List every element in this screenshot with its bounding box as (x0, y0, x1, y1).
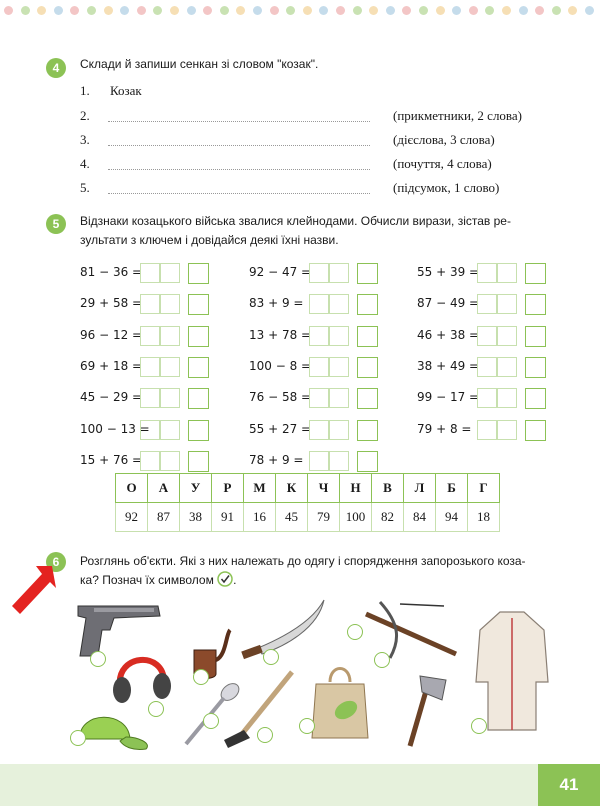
decorative-dot (436, 6, 445, 15)
expression: 81 − 36 = (80, 265, 143, 279)
expression: 46 + 38 = (417, 327, 480, 342)
task-5-instruction (80, 212, 511, 250)
answer-line[interactable] (108, 169, 370, 170)
key-number: 94 (436, 503, 468, 532)
answer-digit-box[interactable] (160, 388, 180, 408)
decorative-dot (519, 6, 528, 15)
sinkan-line-5[interactable] (80, 180, 550, 198)
task-6-instruction-line-2 (80, 571, 526, 590)
key-letter: В (372, 474, 404, 503)
decorative-dot (104, 6, 113, 15)
key-letters-row (116, 474, 500, 503)
key-letter: Н (340, 474, 372, 503)
expression: 99 − 17 = (417, 390, 480, 405)
key-numbers-row (116, 503, 500, 532)
expression: 96 − 12 = (80, 327, 143, 342)
answer-digit-box[interactable] (309, 420, 329, 440)
letter-answer-box[interactable] (357, 451, 378, 472)
letter-answer-box[interactable] (525, 420, 546, 441)
answer-digit-box[interactable] (477, 326, 497, 346)
top-decorative-dots (0, 6, 600, 20)
answer-digit-box[interactable] (140, 357, 160, 377)
decorative-dot (552, 6, 561, 15)
checkbox-crossbow-2[interactable] (374, 652, 390, 668)
key-letter: А (148, 474, 180, 503)
key-number: 38 (180, 503, 212, 532)
decorative-dot (187, 6, 196, 15)
letter-answer-box[interactable] (357, 420, 378, 441)
decorative-dot (203, 6, 212, 15)
answer-digit-box[interactable] (477, 294, 497, 314)
checkbox-cap[interactable] (70, 730, 86, 746)
sinkan-line-1 (80, 83, 550, 101)
decorative-dot (535, 6, 544, 15)
bottom-band (0, 764, 600, 806)
key-letter: У (180, 474, 212, 503)
line-hint: (підсумок, 1 слово) (393, 180, 500, 195)
sinkan-line-3[interactable] (80, 132, 550, 150)
task-6-instruction-line-2-text: ка? Познач їх символом (80, 573, 214, 587)
crossbow-icon (360, 600, 460, 660)
decorative-dot (137, 6, 146, 15)
key-number: 92 (116, 503, 148, 532)
answer-line[interactable] (108, 121, 370, 122)
decorative-dot (153, 6, 162, 15)
decorative-dot (87, 6, 96, 15)
answer-digit-box[interactable] (497, 263, 517, 283)
decorative-dot (70, 6, 79, 15)
task-5-badge: 5 (46, 214, 66, 234)
expression: 45 − 29 = (80, 390, 143, 405)
answer-key-table (115, 473, 500, 532)
letter-answer-box[interactable] (525, 294, 546, 315)
key-letter: М (244, 474, 276, 503)
answer-digit-box[interactable] (140, 263, 160, 283)
coat-icon (474, 610, 550, 734)
answer-digit-box[interactable] (477, 388, 497, 408)
shopping-bag-icon (310, 660, 370, 740)
sinkan-line-2[interactable] (80, 108, 550, 126)
checkbox-coat[interactable] (471, 718, 487, 734)
decorative-dot (270, 6, 279, 15)
answer-digit-box[interactable] (309, 326, 329, 346)
answer-digit-box[interactable] (477, 420, 497, 440)
decorative-dot (120, 6, 129, 15)
answer-digit-box[interactable] (160, 263, 180, 283)
page-number: 41 (538, 764, 600, 806)
key-number: 87 (148, 503, 180, 532)
answer-line[interactable] (108, 145, 370, 146)
line-hint: (почуття, 4 слова) (393, 156, 492, 171)
answer-line[interactable] (108, 193, 370, 194)
expression: 69 + 18 = (80, 358, 143, 373)
decorative-dot (369, 6, 378, 15)
decorative-dot (170, 6, 179, 15)
key-number: 82 (372, 503, 404, 532)
answer-digit-box[interactable] (329, 263, 349, 283)
answer-digit-box[interactable] (329, 420, 349, 440)
expression: 100 − 13 = (80, 421, 150, 436)
answer-digit-box[interactable] (309, 388, 329, 408)
sinkan-line-4[interactable] (80, 156, 550, 174)
task-6-badge: 6 (46, 552, 66, 572)
checkbox-spoon[interactable] (203, 713, 219, 729)
line-hint: (прикметники, 2 слова) (393, 108, 522, 123)
task-6-instruction-end: . (233, 573, 237, 587)
answer-digit-box[interactable] (140, 451, 160, 471)
headphones-icon (106, 646, 176, 706)
checkbox-bag[interactable] (299, 718, 315, 734)
key-number: 16 (244, 503, 276, 532)
checkbox-knife[interactable] (263, 649, 279, 665)
decorative-dot (236, 6, 245, 15)
key-letter: Л (404, 474, 436, 503)
decorative-dot (54, 6, 63, 15)
decorative-dot (37, 6, 46, 15)
expression: 55 + 27 = (249, 421, 312, 436)
expression: 55 + 39 = (417, 265, 480, 279)
line-number: 2. (80, 108, 90, 123)
decorative-dot (353, 6, 362, 15)
answer-digit-box[interactable] (140, 388, 160, 408)
decorative-dot (336, 6, 345, 15)
key-letter: Р (212, 474, 244, 503)
line-hint: (дієслова, 3 слова) (393, 132, 495, 147)
decorative-dot (286, 6, 295, 15)
key-letter: Г (468, 474, 500, 503)
expression: 79 + 8 = (417, 421, 472, 436)
expression: 100 − 8 = (249, 358, 312, 373)
answer-digit-box[interactable] (329, 451, 349, 471)
letter-answer-box[interactable] (357, 388, 378, 409)
letter-answer-box[interactable] (188, 263, 209, 284)
answer-digit-box[interactable] (160, 326, 180, 346)
answer-digit-box[interactable] (477, 357, 497, 377)
expression: 13 + 78 = (249, 327, 312, 342)
answer-digit-box[interactable] (329, 357, 349, 377)
key-number: 84 (404, 503, 436, 532)
answer-digit-box[interactable] (309, 263, 329, 283)
answer-digit-box[interactable] (160, 294, 180, 314)
letter-answer-box[interactable] (525, 326, 546, 347)
decorative-dot (419, 6, 428, 15)
checkbox-pistol[interactable] (90, 651, 106, 667)
expression: 76 − 58 = (249, 390, 312, 405)
check-circle-icon (217, 571, 233, 587)
answer-digit-box[interactable] (160, 357, 180, 377)
answer-digit-box[interactable] (140, 326, 160, 346)
decorative-dot (452, 6, 461, 15)
decorative-dot (469, 6, 478, 15)
expression: 78 + 9 = (249, 452, 304, 467)
task-5-instruction-line-2: зультати з ключем і довідайся деякі їхні назви. (80, 233, 339, 247)
letter-answer-box[interactable] (357, 263, 378, 284)
letter-answer-box[interactable] (188, 451, 209, 472)
key-letter: К (276, 474, 308, 503)
decorative-dot (402, 6, 411, 15)
line-number: 4. (80, 156, 90, 171)
letter-answer-box[interactable] (188, 388, 209, 409)
axe-icon (396, 670, 452, 750)
decorative-dot (502, 6, 511, 15)
expression: 92 − 47 = (249, 265, 312, 279)
key-number: 18 (468, 503, 500, 532)
letter-answer-box[interactable] (188, 326, 209, 347)
expression: 15 + 76 = (80, 452, 143, 467)
letter-answer-box[interactable] (188, 357, 209, 378)
decorative-dot (220, 6, 229, 15)
task-4-badge: 4 (46, 58, 66, 78)
letter-answer-box[interactable] (357, 326, 378, 347)
letter-answer-box[interactable] (525, 388, 546, 409)
answer-digit-box[interactable] (140, 294, 160, 314)
answer-digit-box[interactable] (497, 420, 517, 440)
answer-digit-box[interactable] (140, 420, 160, 440)
decorative-dot (585, 6, 594, 15)
key-letter: Б (436, 474, 468, 503)
key-letter: Ч (308, 474, 340, 503)
decorative-dot (253, 6, 262, 15)
decorative-dot (4, 6, 13, 15)
red-arrow-icon (4, 560, 62, 620)
checkbox-crossbow[interactable] (347, 624, 363, 640)
task-5-instruction-line-1: Відзнаки козацького війська звалися клейнодами. Обчисли вирази, зістав ре- (80, 214, 511, 228)
decorative-dot (21, 6, 30, 15)
task-6-instruction (80, 552, 526, 590)
key-number: 45 (276, 503, 308, 532)
baseball-cap-icon (68, 703, 154, 753)
expression: 29 + 58 = (80, 296, 143, 311)
expression: 83 + 9 = (249, 296, 304, 311)
answer-digit-box[interactable] (497, 357, 517, 377)
answer-digit-box[interactable] (329, 294, 349, 314)
task-4-instruction: Склади й запиши сенкан зі словом "козак". (80, 57, 319, 71)
letter-answer-box[interactable] (525, 357, 546, 378)
answer-digit-box[interactable] (497, 326, 517, 346)
letter-answer-box[interactable] (357, 357, 378, 378)
letter-answer-box[interactable] (188, 420, 209, 441)
key-number: 79 (308, 503, 340, 532)
letter-answer-box[interactable] (525, 263, 546, 284)
key-number: 100 (340, 503, 372, 532)
line-value: Козак (110, 83, 142, 98)
task-6-instruction-line-1: Розглянь об'єкти. Які з них належать до одягу і спорядження запорозького коза- (80, 554, 526, 568)
answer-digit-box[interactable] (477, 263, 497, 283)
answer-digit-box[interactable] (497, 294, 517, 314)
letter-answer-box[interactable] (357, 294, 378, 315)
decorative-dot (303, 6, 312, 15)
line-number: 1. (80, 83, 90, 98)
key-letter: О (116, 474, 148, 503)
letter-answer-box[interactable] (188, 294, 209, 315)
decorative-dot (485, 6, 494, 15)
expression: 38 + 49 = (417, 358, 480, 373)
answer-digit-box[interactable] (329, 326, 349, 346)
decorative-dot (568, 6, 577, 15)
answer-digit-box[interactable] (160, 420, 180, 440)
decorative-dot (386, 6, 395, 15)
decorative-dot (319, 6, 328, 15)
answer-digit-box[interactable] (329, 388, 349, 408)
checkbox-hockey-stick[interactable] (257, 727, 273, 743)
answer-digit-box[interactable] (309, 294, 329, 314)
answer-digit-box[interactable] (309, 357, 329, 377)
answer-digit-box[interactable] (160, 451, 180, 471)
line-number: 3. (80, 132, 90, 147)
answer-digit-box[interactable] (309, 451, 329, 471)
answer-digit-box[interactable] (497, 388, 517, 408)
expression: 87 − 49 = (417, 296, 480, 311)
key-number: 91 (212, 503, 244, 532)
line-number: 5. (80, 180, 90, 195)
